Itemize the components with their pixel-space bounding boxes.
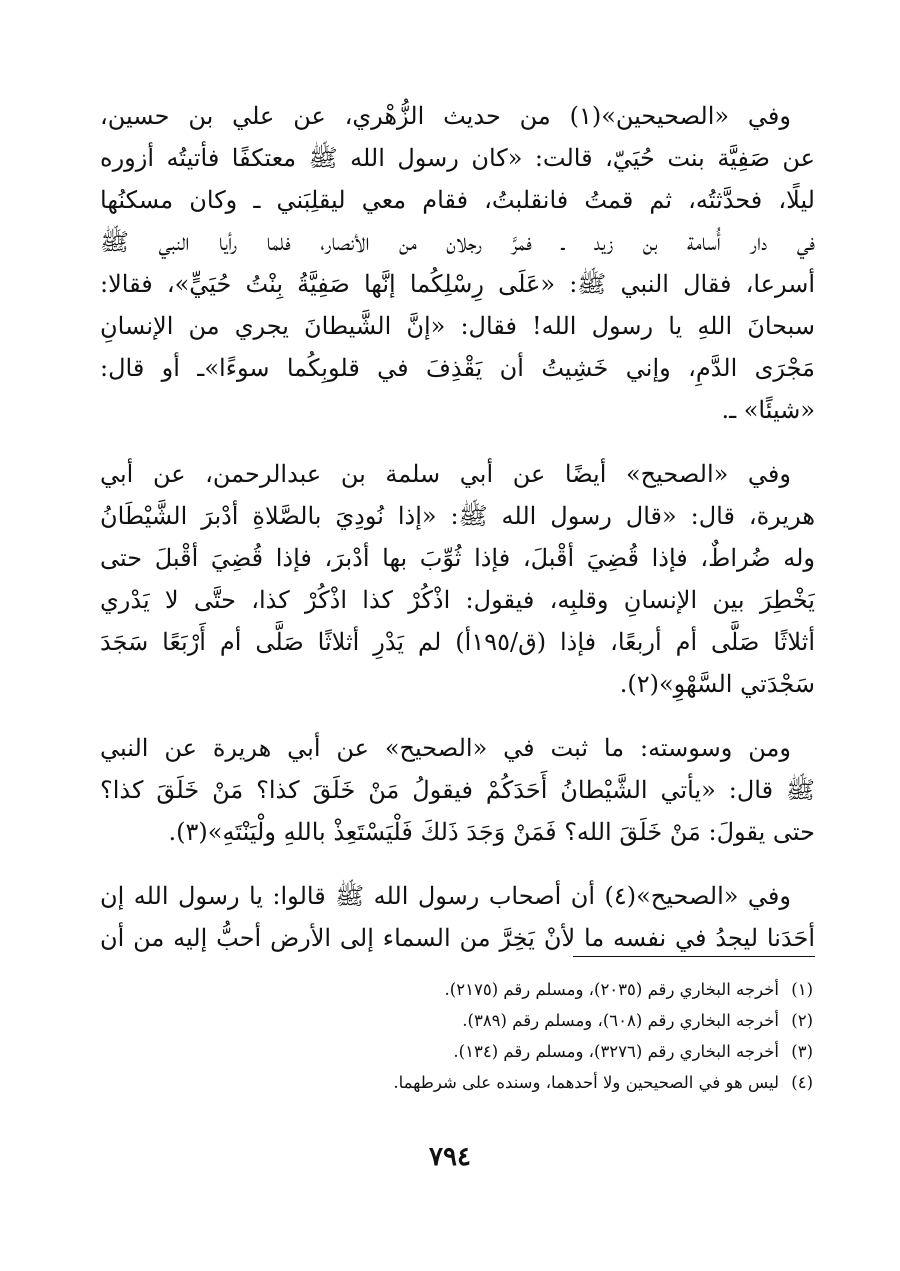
text-line: وفي «الصحيحين»(١) من حديث الزُّهْري، عن علي بن حسين، — [100, 102, 791, 130]
text-line: سَجْدَتي السَّهْوِ»(٢). — [619, 670, 815, 698]
text-line: يَخْطِرَ بين الإنسانِ وقلبِه، فيقول: اذْكُرْ كذا اذْكُرْ كذا، حتَّى لا يَدْري — [100, 586, 815, 614]
footnote-item — [100, 1005, 815, 1036]
paragraph-3 — [100, 727, 815, 853]
footnotes — [100, 974, 815, 1098]
text-line: مَجْرَى الدَّمِ، وإني خَشِيتُ أن يَقْذِفَ في قلوبِكُما سوءًا»ـ أو قال: — [100, 354, 815, 382]
footnote-item — [100, 1036, 815, 1067]
text-line: أثلاثًا صَلَّى أم أربعًا، فإذا (ق/١٩٥أ) لم يَدْرِ أثلاثًا صَلَّى أم أَرْبَعًا سَجَدَ — [100, 628, 815, 656]
text-line: ليلًا، فحدَّثتُه، ثم قمتُ فانقلبتُ، فقام معي ليقلِبَني ـ وكان مسكنُها — [100, 186, 815, 214]
text-line: وفي «الصحيح»(٤) أن أصحاب رسول الله ﷺ قالوا: يا رسول الله إن — [100, 882, 791, 910]
footnote-number: (٤) — [791, 1073, 813, 1092]
footnote-item — [100, 1067, 815, 1098]
footnote-number: (٣) — [791, 1042, 813, 1061]
footnote-text: ليس هو في الصحيحين ولا أحدهما، وسنده على شرطهما. — [393, 1073, 779, 1092]
text-line: أحَدَنا ليجدُ في نفسه ما لأنْ يَخِرَّ من السماء إلى الأرض أحبُّ إليه من أن — [100, 924, 815, 952]
text-line: وفي «الصحيح» أيضًا عن أبي سلمة بن عبدالرحمن، عن أبي — [100, 460, 791, 488]
footnote-text: أخرجه البخاري رقم (٣٢٧٦)، ومسلم رقم (١٣٤). — [453, 1042, 779, 1061]
page-number: ٧٩٤ — [429, 1142, 471, 1172]
text-line: «شيئًا» ـ. — [721, 396, 815, 424]
footnote-number: (٢) — [791, 1011, 813, 1030]
footnote-item — [100, 974, 815, 1005]
text-line: هريرة، قال: «قال رسول الله ﷺ: «إذا نُودِيَ بالصَّلاةِ أدْبرَ الشَّيْطَانُ — [100, 502, 815, 530]
text-line: عن صَفِيَّة بنت حُيَيّ، قالت: «كان رسول الله ﷺ معتكفًا فأتيتُه أزوره — [100, 144, 815, 172]
footnote-separator — [573, 956, 815, 957]
text-line: حتى يقولَ: مَنْ خَلَقَ الله؟ فَمَنْ وَجَدَ ذَلكَ فَلْيَسْتَعِذْ باللهِ ولْيَنْتَهِ»(٣). — [168, 818, 815, 846]
text-line: أسرعا، فقال النبي ﷺ: «عَلَى رِسْلِكُما إنَّها صَفِيَّةُ بِنْتُ حُيَيٍّ»، فقالا: — [100, 270, 815, 298]
paragraph-2 — [100, 453, 815, 705]
paragraph-1 — [100, 95, 815, 431]
text-line: ومن وسوسته: ما ثبت في «الصحيح» عن أبي هريرة عن النبي — [100, 734, 791, 762]
text-line: سبحانَ اللهِ يا رسول الله! فقال: «إنَّ الشَّيطانَ يجري من الإنسانِ — [100, 312, 815, 340]
text-line: وله ضُراطٌ، فإذا قُضِيَ أقْبلَ، فإذا ثُوِّبَ بها أدْبرَ، فإذا قُضِيَ أقْبلَ حتى — [100, 544, 815, 572]
footnote-text: أخرجه البخاري رقم (٦٠٨)، ومسلم رقم (٣٨٩). — [462, 1011, 779, 1030]
footnote-number: (١) — [791, 980, 813, 999]
paragraph-4 — [100, 875, 815, 959]
main-text — [100, 95, 815, 981]
text-line: ﷺ قال: «يأتي الشَّيْطانُ أَحَدَكُمْ فيقولُ مَنْ خَلَقَ كذا؟ مَنْ خَلَقَ كذا؟ — [100, 776, 815, 804]
text-line: في دار أُسامة بن زيد ـ فمرَّ رجلان من الأنصار، فلما رأيا النبي ﷺ — [100, 228, 815, 256]
footnote-text: أخرجه البخاري رقم (٢٠٣٥)، ومسلم رقم (٢١٧٥). — [444, 980, 779, 999]
